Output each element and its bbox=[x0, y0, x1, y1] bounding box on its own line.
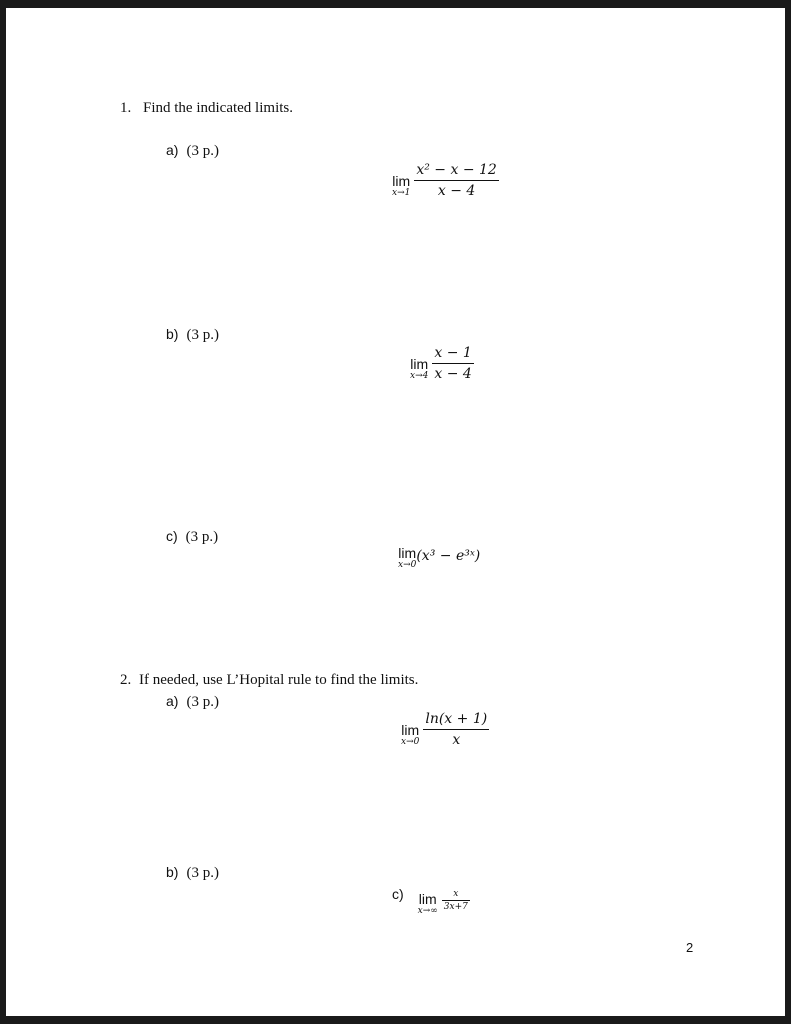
points: (3 p.) bbox=[186, 694, 219, 710]
lim-subscript: x→0 bbox=[401, 737, 420, 748]
lim-text: lim bbox=[401, 722, 420, 739]
question-2a-formula bbox=[401, 711, 489, 748]
points: (3 p.) bbox=[186, 327, 219, 343]
fraction-bar bbox=[442, 900, 470, 901]
question-1b-formula bbox=[410, 345, 474, 382]
question-2-title: If needed, use L’Hopital rule to find the limits. bbox=[139, 672, 419, 688]
part-label: c) bbox=[166, 528, 178, 544]
part-label: c) bbox=[392, 886, 404, 903]
document-page bbox=[6, 8, 785, 1016]
numerator: x − 1 bbox=[434, 345, 472, 361]
fraction-bar bbox=[414, 180, 498, 181]
numerator-text: ln(x + 1) bbox=[425, 711, 488, 727]
part-label: a) bbox=[166, 142, 179, 158]
limit-expression: (x³ − e³ˣ) bbox=[416, 548, 481, 564]
question-1-number: 1. bbox=[120, 100, 132, 116]
fraction bbox=[423, 711, 489, 748]
numerator: x bbox=[453, 888, 459, 899]
question-1-title: Find the indicated limits. bbox=[143, 100, 293, 116]
denominator: x bbox=[452, 732, 461, 748]
limit-operator bbox=[401, 711, 419, 747]
question-1b-label bbox=[166, 326, 219, 344]
points: (3 p.) bbox=[186, 143, 219, 159]
lim-subscript: x→∞ bbox=[417, 905, 438, 916]
denominator: 3x+7 bbox=[443, 901, 468, 912]
question-1c-formula bbox=[398, 546, 480, 570]
lim-text: lim bbox=[398, 545, 417, 561]
part-label: b) bbox=[166, 326, 179, 342]
fraction-bar bbox=[423, 729, 489, 730]
question-1c-label bbox=[166, 528, 218, 546]
question-2-heading bbox=[120, 672, 418, 689]
numerator bbox=[423, 711, 489, 727]
denominator: x − 4 bbox=[437, 183, 476, 199]
question-2c-formula bbox=[392, 884, 470, 916]
question-2-number: 2. bbox=[120, 672, 132, 688]
limit-operator bbox=[398, 546, 416, 570]
fraction-bar bbox=[432, 363, 473, 364]
lim-subscript: x→1 bbox=[392, 188, 411, 199]
fraction bbox=[432, 345, 473, 382]
lim-text: lim bbox=[392, 173, 411, 190]
limit-operator bbox=[410, 345, 428, 381]
lim-subscript: x→0 bbox=[398, 559, 417, 570]
fraction bbox=[414, 162, 498, 199]
lim-subscript: x→4 bbox=[410, 371, 429, 382]
part-label: a) bbox=[166, 693, 179, 709]
lim-text: lim bbox=[418, 891, 437, 907]
question-1a-label bbox=[166, 142, 219, 160]
limit-operator bbox=[418, 884, 438, 916]
limit-operator bbox=[392, 162, 410, 198]
question-2a-label bbox=[166, 693, 219, 711]
question-1-heading bbox=[120, 100, 293, 117]
denominator: x − 4 bbox=[434, 366, 472, 382]
question-1a-formula bbox=[392, 162, 499, 199]
part-label: b) bbox=[166, 864, 179, 880]
points: (3 p.) bbox=[185, 529, 219, 545]
points: (3 p.) bbox=[186, 865, 219, 881]
question-2b-label bbox=[166, 864, 219, 882]
numerator: x² − x − 12 bbox=[416, 162, 497, 178]
lim-text: lim bbox=[410, 356, 429, 373]
fraction bbox=[442, 889, 470, 912]
page-number: 2 bbox=[686, 940, 694, 955]
